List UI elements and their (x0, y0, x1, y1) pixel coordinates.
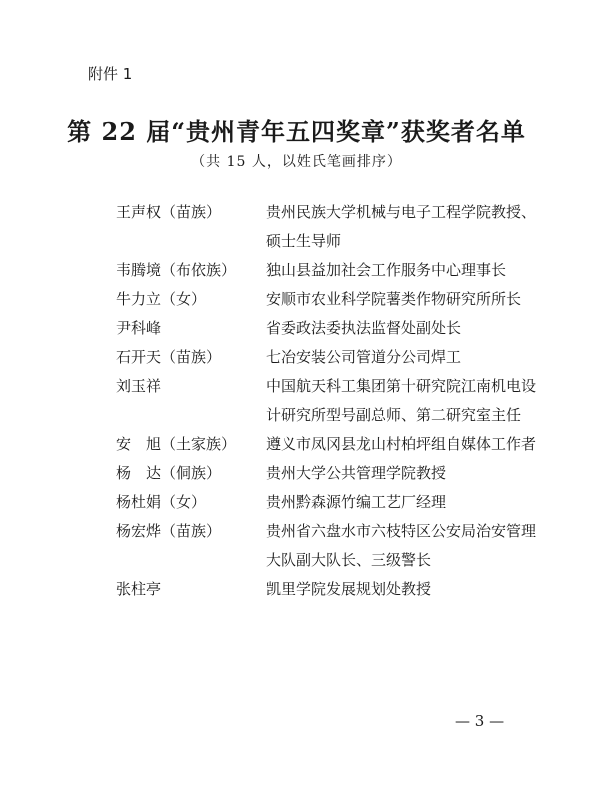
awardee-position: 贵州大学公共管理学院教授 (266, 464, 447, 482)
awardee-name: 石开天（苗族） (116, 348, 222, 366)
awardee-name: 王声权（苗族） (116, 203, 222, 221)
list-item (116, 430, 536, 459)
page-title: 第 22 届“贵州青年五四奖章”获奖者名单 (67, 117, 526, 146)
awardee-list (116, 198, 536, 604)
awardee-position: 省委政法委执法监督处副处长 (266, 319, 462, 337)
list-item (116, 459, 536, 488)
list-item (116, 198, 536, 256)
awardee-position: 贵州黔森源竹编工艺厂经理 (266, 493, 447, 511)
list-item (116, 343, 536, 372)
awardee-position: 七冶安装公司管道分公司焊工 (266, 348, 462, 366)
list-item (116, 372, 536, 430)
awardee-name: 牛力立（女） (116, 290, 207, 308)
awardee-name: 刘玉祥 (116, 377, 162, 395)
list-item (116, 575, 536, 604)
list-item (116, 314, 536, 343)
awardee-position: 中国航天科工集团第十研究院江南机电设计研究所型号副总师、第二研究室主任 (266, 377, 537, 424)
page-subtitle: （共 15 人，以姓氏笔画排序） (191, 154, 402, 170)
awardee-name: 韦腾境（布依族） (116, 261, 237, 279)
awardee-name: 张柱亭 (116, 580, 162, 598)
awardee-position: 独山县益加社会工作服务中心理事长 (266, 261, 507, 279)
awardee-position: 安顺市农业科学院薯类作物研究所所长 (266, 290, 522, 308)
attachment-label: 附件 1 (88, 65, 133, 83)
awardee-name: 尹科峰 (116, 319, 162, 337)
list-item (116, 517, 536, 575)
page-number: — 3 — (455, 712, 505, 730)
awardee-name: 杨杜娟（女） (116, 493, 207, 511)
awardee-position: 凯里学院发展规划处教授 (266, 580, 432, 598)
awardee-name: 杨宏烨（苗族） (116, 522, 222, 540)
list-item (116, 285, 536, 314)
awardee-position: 贵州省六盘水市六枝特区公安局治安管理大队副大队长、三级警长 (266, 522, 537, 569)
awardee-position: 遵义市凤冈县龙山村柏坪组自媒体工作者 (266, 435, 537, 453)
awardee-position: 贵州民族大学机械与电子工程学院教授、硕士生导师 (266, 203, 537, 250)
awardee-name: 安 旭（土家族） (116, 435, 237, 453)
awardee-name: 杨 达（侗族） (116, 464, 222, 482)
list-item (116, 488, 536, 517)
list-item (116, 256, 536, 285)
